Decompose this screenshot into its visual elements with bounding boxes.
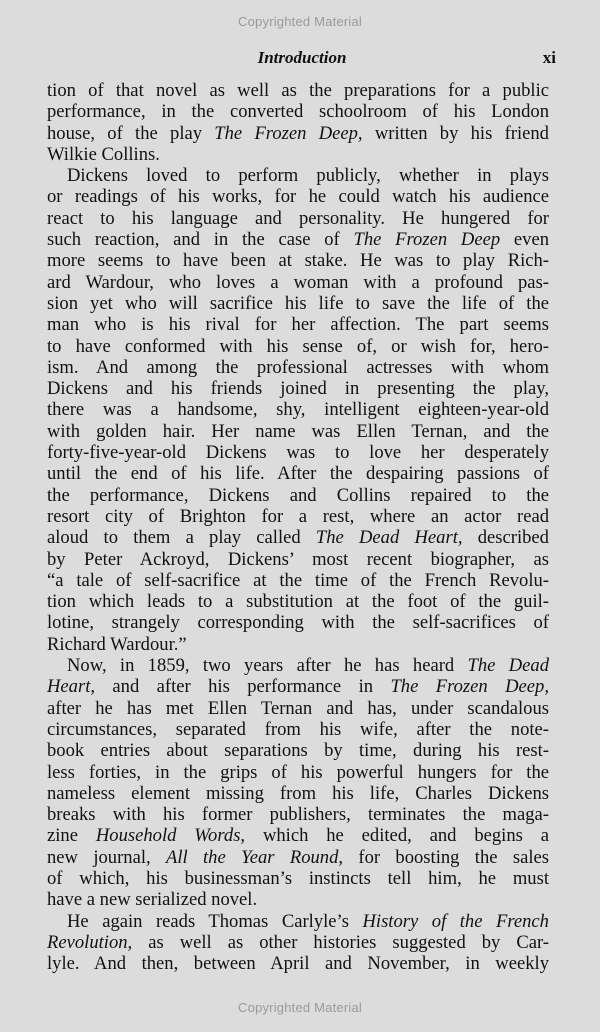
text-line: Heart, and after his performance in The Frozen Deep, xyxy=(47,676,549,698)
text-line: ard Wardour, who loves a woman with a profound pas- xyxy=(47,271,549,293)
text-line: with golden hair. Her name was Ellen Ternan, and the xyxy=(47,420,549,442)
text-line: nameless element missing from his life, Charles Dickens xyxy=(47,782,549,804)
text-line: ism. And among the professional actresses with whom xyxy=(47,356,549,378)
text-line: “a tale of self-sacrifice at the time of the French Revolu- xyxy=(47,569,549,591)
text-line: Dickens and his friends joined in presenting the play, xyxy=(47,378,549,400)
text-line: lotine, strangely corresponding with the self-sacrifices of xyxy=(47,612,549,634)
page-number: xi xyxy=(542,48,556,67)
text-line: breaks with his former publishers, terminates the maga- xyxy=(47,804,549,826)
text-line: until the end of his life. After the despairing passions of xyxy=(47,463,549,485)
text-line: He again reads Thomas Carlyle’s History of the French xyxy=(67,910,549,932)
text-line: performance, in the converted schoolroom of his London xyxy=(47,101,549,123)
text-line: Dickens loved to perform publicly, whether in plays xyxy=(67,165,549,187)
text-line: have a new serialized novel. xyxy=(47,889,258,911)
text-line: after he has met Ellen Ternan and has, under scandalous xyxy=(47,697,549,719)
text-line: Now, in 1859, two years after he has heard The Dead xyxy=(67,655,549,677)
text-line: there was a handsome, shy, intelligent eighteen-year-old xyxy=(47,399,549,421)
text-line: the performance, Dickens and Collins repaired to the xyxy=(47,484,549,506)
text-line: house, of the play The Frozen Deep, written by his friend xyxy=(47,122,549,144)
text-line: man who is his rival for her affection. The part seems xyxy=(47,314,549,336)
text-line: lyle. And then, between April and November, in weekly xyxy=(47,953,549,975)
text-line: book entries about separations by time, during his rest- xyxy=(47,740,549,762)
text-line: sion yet who will sacrifice his life to save the life of the xyxy=(47,292,549,314)
text-line: aloud to them a play called The Dead Heart, described xyxy=(47,527,549,549)
body-text xyxy=(47,80,549,974)
text-line: less forties, in the grips of his powerful hungers for the xyxy=(47,761,549,783)
text-line: circumstances, separated from his wife, after the note- xyxy=(47,718,549,740)
copyright-watermark-bottom: Copyrighted Material xyxy=(238,1000,362,1015)
text-line: such reaction, and in the case of The Frozen Deep even xyxy=(47,229,550,251)
text-line: or readings of his works, for he could watch his audience xyxy=(47,186,549,208)
text-line: of which, his businessman’s instincts tell him, he must xyxy=(47,867,549,889)
text-line: Wilkie Collins. xyxy=(47,143,160,165)
text-line: zine Household Words, which he edited, and begins a xyxy=(47,825,549,847)
text-line: to have conformed with his sense of, or wish for, hero- xyxy=(47,335,549,357)
text-line: forty-five-year-old Dickens was to love her desperately xyxy=(47,442,549,464)
text-line: Richard Wardour.” xyxy=(47,633,187,655)
text-line: Revolution, as well as other histories suggested by Car- xyxy=(47,931,549,953)
running-head-title: Introduction xyxy=(257,48,347,67)
text-line: resort city of Brighton for a rest, where an actor read xyxy=(47,505,549,527)
text-line: tion of that novel as well as the preparations for a public xyxy=(47,80,549,101)
text-line: by Peter Ackroyd, Dickens’ most recent biographer, as xyxy=(47,548,549,570)
text-line: new journal, All the Year Round, for boosting the sales xyxy=(47,846,549,868)
text-line: more seems to have been at stake. He was to play Rich- xyxy=(47,250,549,272)
running-head xyxy=(48,48,556,70)
text-line: tion which leads to a substitution at the foot of the guil- xyxy=(47,591,549,613)
text-line: react to his language and personality. He hungered for xyxy=(47,207,549,229)
copyright-watermark-top: Copyrighted Material xyxy=(238,14,362,29)
